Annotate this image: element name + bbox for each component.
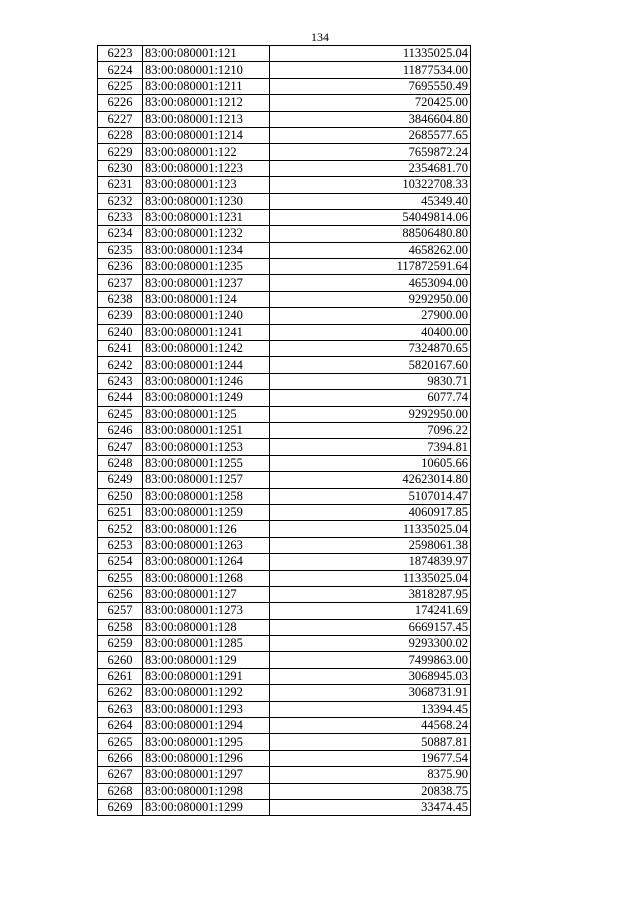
table-row [98,209,471,225]
cadastral-value-cell: 45349.40 [270,193,471,209]
cadastral-number-cell: 83:00:080001:1210 [143,62,270,78]
cadastral-number-cell: 83:00:080001:1241 [143,324,270,340]
row-number-cell: 6268 [98,783,143,799]
table-row [98,308,471,324]
row-number-cell: 6258 [98,619,143,635]
table-row [98,767,471,783]
cadastral-value-cell: 40400.00 [270,324,471,340]
row-number-cell: 6248 [98,455,143,471]
row-number-cell: 6223 [98,46,143,62]
row-number-cell: 6250 [98,488,143,504]
cadastral-value-cell: 50887.81 [270,734,471,750]
table-body [98,46,471,816]
table-row [98,111,471,127]
row-number-cell: 6265 [98,734,143,750]
table-row [98,586,471,602]
row-number-cell: 6234 [98,226,143,242]
cadastral-value-cell: 7096.22 [270,422,471,438]
table-row [98,521,471,537]
row-number-cell: 6264 [98,718,143,734]
cadastral-value-cell: 5107014.47 [270,488,471,504]
cadastral-value-cell: 10322708.33 [270,177,471,193]
table-row [98,570,471,586]
row-number-cell: 6245 [98,406,143,422]
table-row [98,734,471,750]
cadastral-value-cell: 11335025.04 [270,46,471,62]
table-row [98,554,471,570]
row-number-cell: 6228 [98,127,143,143]
cadastral-value-cell: 9830.71 [270,373,471,389]
cadastral-number-cell: 83:00:080001:1292 [143,685,270,701]
table-row [98,127,471,143]
table-row [98,439,471,455]
row-number-cell: 6224 [98,62,143,78]
table-row [98,652,471,668]
row-number-cell: 6225 [98,78,143,94]
cadastral-number-cell: 83:00:080001:1263 [143,537,270,553]
cadastral-number-cell: 83:00:080001:1232 [143,226,270,242]
table-row [98,373,471,389]
cadastral-value-cell: 3818287.95 [270,586,471,602]
cadastral-value-cell: 44568.24 [270,718,471,734]
cadastral-number-cell: 83:00:080001:122 [143,144,270,160]
row-number-cell: 6266 [98,750,143,766]
cadastral-number-cell: 83:00:080001:1295 [143,734,270,750]
page-number: 134 [311,30,329,44]
row-number-cell: 6232 [98,193,143,209]
row-number-cell: 6259 [98,636,143,652]
cadastral-number-cell: 83:00:080001:1258 [143,488,270,504]
cadastral-number-cell: 83:00:080001:1223 [143,160,270,176]
table-row [98,685,471,701]
cadastral-value-cell: 174241.69 [270,603,471,619]
table-row [98,455,471,471]
row-number-cell: 6257 [98,603,143,619]
table-row [98,488,471,504]
cadastral-number-cell: 83:00:080001:1240 [143,308,270,324]
cadastral-number-cell: 83:00:080001:1268 [143,570,270,586]
cadastral-number-cell: 83:00:080001:1235 [143,259,270,275]
table-row [98,242,471,258]
table-row [98,750,471,766]
cadastral-number-cell: 83:00:080001:127 [143,586,270,602]
cadastral-value-cell: 33474.45 [270,799,471,815]
cadastral-number-cell: 83:00:080001:1285 [143,636,270,652]
table-row [98,78,471,94]
cadastral-value-cell: 4658262.00 [270,242,471,258]
row-number-cell: 6238 [98,291,143,307]
row-number-cell: 6235 [98,242,143,258]
table-row [98,357,471,373]
cadastral-number-cell: 83:00:080001:125 [143,406,270,422]
table-row [98,504,471,520]
table-row [98,62,471,78]
table-row [98,668,471,684]
table-row [98,160,471,176]
cadastral-value-cell: 13394.45 [270,701,471,717]
cadastral-value-cell: 3068731.91 [270,685,471,701]
cadastral-number-cell: 83:00:080001:1214 [143,127,270,143]
cadastral-number-cell: 83:00:080001:1242 [143,341,270,357]
table-row [98,177,471,193]
cadastral-value-cell: 6077.74 [270,390,471,406]
cadastral-number-cell: 83:00:080001:123 [143,177,270,193]
cadastral-value-cell: 27900.00 [270,308,471,324]
table-row [98,291,471,307]
cadastral-number-cell: 83:00:080001:1249 [143,390,270,406]
cadastral-value-cell: 7394.81 [270,439,471,455]
cadastral-number-cell: 83:00:080001:1211 [143,78,270,94]
table-row [98,636,471,652]
row-number-cell: 6267 [98,767,143,783]
cadastral-value-cell: 19677.54 [270,750,471,766]
table-row [98,341,471,357]
table-row [98,226,471,242]
cadastral-number-cell: 83:00:080001:1255 [143,455,270,471]
table-row [98,472,471,488]
cadastral-value-cell: 720425.00 [270,95,471,111]
cadastral-number-cell: 83:00:080001:1234 [143,242,270,258]
cadastral-number-cell: 83:00:080001:1273 [143,603,270,619]
table-row [98,799,471,815]
row-number-cell: 6229 [98,144,143,160]
table-row [98,603,471,619]
cadastral-value-cell: 1874839.97 [270,554,471,570]
cadastral-number-cell: 83:00:080001:1213 [143,111,270,127]
row-number-cell: 6253 [98,537,143,553]
cadastral-value-cell: 2598061.38 [270,537,471,553]
cadastral-value-cell: 9292950.00 [270,291,471,307]
cadastral-number-cell: 83:00:080001:1298 [143,783,270,799]
table-row [98,95,471,111]
cadastral-value-cell: 5820167.60 [270,357,471,373]
cadastral-value-cell: 7695550.49 [270,78,471,94]
table-row [98,406,471,422]
cadastral-number-cell: 83:00:080001:1246 [143,373,270,389]
table-row [98,259,471,275]
cadastral-value-cell: 20838.75 [270,783,471,799]
row-number-cell: 6237 [98,275,143,291]
row-number-cell: 6263 [98,701,143,717]
row-number-cell: 6247 [98,439,143,455]
cadastral-number-cell: 83:00:080001:1259 [143,504,270,520]
cadastral-number-cell: 83:00:080001:1297 [143,767,270,783]
table-row [98,193,471,209]
cadastral-value-table [97,45,471,816]
row-number-cell: 6231 [98,177,143,193]
row-number-cell: 6262 [98,685,143,701]
cadastral-value-cell: 88506480.80 [270,226,471,242]
table-row [98,390,471,406]
table-row [98,46,471,62]
cadastral-number-cell: 83:00:080001:1244 [143,357,270,373]
cadastral-value-cell: 3846604.80 [270,111,471,127]
cadastral-number-cell: 83:00:080001:124 [143,291,270,307]
cadastral-number-cell: 83:00:080001:1231 [143,209,270,225]
cadastral-value-cell: 54049814.06 [270,209,471,225]
row-number-cell: 6239 [98,308,143,324]
row-number-cell: 6236 [98,259,143,275]
cadastral-value-cell: 10605.66 [270,455,471,471]
cadastral-value-cell: 2354681.70 [270,160,471,176]
row-number-cell: 6240 [98,324,143,340]
row-number-cell: 6251 [98,504,143,520]
row-number-cell: 6261 [98,668,143,684]
row-number-cell: 6241 [98,341,143,357]
cadastral-number-cell: 83:00:080001:1212 [143,95,270,111]
cadastral-number-cell: 83:00:080001:121 [143,46,270,62]
table-row [98,422,471,438]
cadastral-number-cell: 83:00:080001:1253 [143,439,270,455]
cadastral-number-cell: 83:00:080001:1294 [143,718,270,734]
row-number-cell: 6244 [98,390,143,406]
cadastral-value-cell: 9292950.00 [270,406,471,422]
row-number-cell: 6256 [98,586,143,602]
cadastral-value-cell: 7499863.00 [270,652,471,668]
cadastral-value-cell: 8375.90 [270,767,471,783]
row-number-cell: 6233 [98,209,143,225]
cadastral-number-cell: 83:00:080001:1257 [143,472,270,488]
cadastral-value-cell: 11877534.00 [270,62,471,78]
cadastral-value-cell: 6669157.45 [270,619,471,635]
cadastral-number-cell: 83:00:080001:1251 [143,422,270,438]
row-number-cell: 6269 [98,799,143,815]
cadastral-value-cell: 11335025.04 [270,570,471,586]
row-number-cell: 6227 [98,111,143,127]
cadastral-value-cell: 42623014.80 [270,472,471,488]
cadastral-value-cell: 4653094.00 [270,275,471,291]
table-row [98,144,471,160]
cadastral-value-cell: 2685577.65 [270,127,471,143]
table-row [98,718,471,734]
cadastral-number-cell: 83:00:080001:1291 [143,668,270,684]
cadastral-value-cell: 3068945.03 [270,668,471,684]
row-number-cell: 6243 [98,373,143,389]
row-number-cell: 6252 [98,521,143,537]
cadastral-number-cell: 83:00:080001:1299 [143,799,270,815]
cadastral-value-cell: 7659872.24 [270,144,471,160]
row-number-cell: 6260 [98,652,143,668]
cadastral-value-cell: 117872591.64 [270,259,471,275]
cadastral-number-cell: 83:00:080001:128 [143,619,270,635]
row-number-cell: 6246 [98,422,143,438]
row-number-cell: 6249 [98,472,143,488]
row-number-cell: 6255 [98,570,143,586]
cadastral-value-cell: 9293300.02 [270,636,471,652]
cadastral-number-cell: 83:00:080001:129 [143,652,270,668]
cadastral-number-cell: 83:00:080001:1264 [143,554,270,570]
cadastral-value-cell: 11335025.04 [270,521,471,537]
cadastral-number-cell: 83:00:080001:1296 [143,750,270,766]
cadastral-number-cell: 83:00:080001:1237 [143,275,270,291]
row-number-cell: 6254 [98,554,143,570]
table-row [98,783,471,799]
table-row [98,275,471,291]
cadastral-number-cell: 83:00:080001:1293 [143,701,270,717]
cadastral-number-cell: 83:00:080001:126 [143,521,270,537]
cadastral-value-cell: 4060917.85 [270,504,471,520]
table-row [98,324,471,340]
row-number-cell: 6242 [98,357,143,373]
cadastral-value-cell: 7324870.65 [270,341,471,357]
table-row [98,619,471,635]
table-row [98,701,471,717]
row-number-cell: 6230 [98,160,143,176]
row-number-cell: 6226 [98,95,143,111]
table-row [98,537,471,553]
cadastral-number-cell: 83:00:080001:1230 [143,193,270,209]
